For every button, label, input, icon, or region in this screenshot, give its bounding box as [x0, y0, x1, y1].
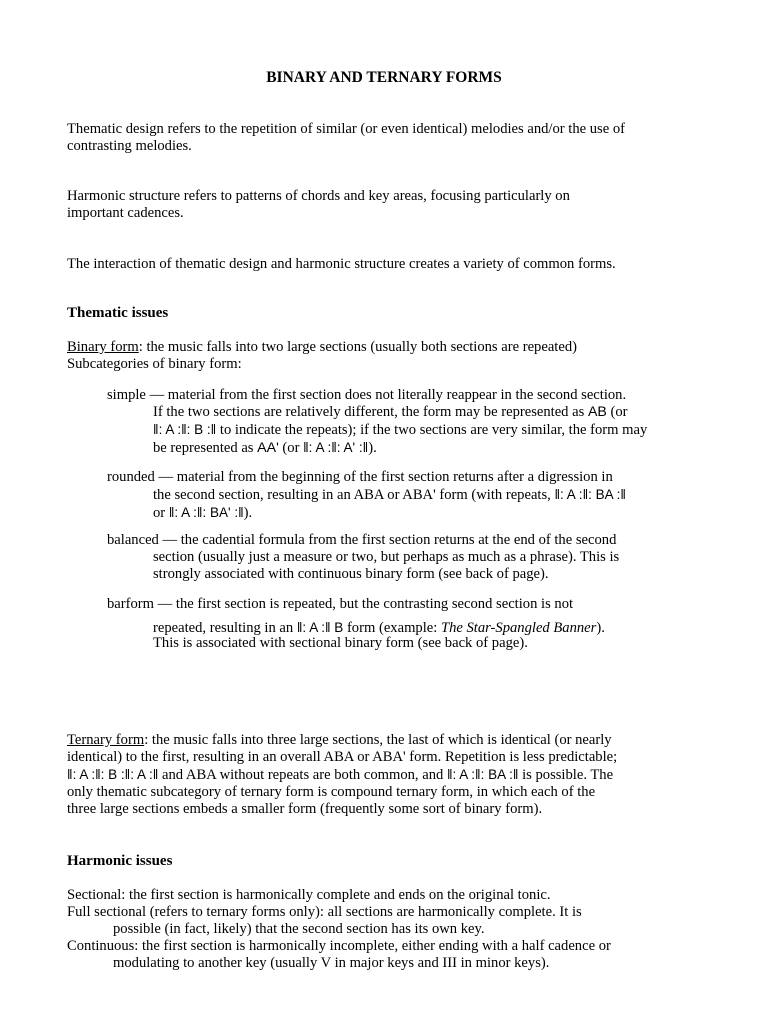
binary-form-definition: [67, 339, 707, 373]
page-title: BINARY AND TERNARY FORMS: [266, 69, 502, 86]
harmonic-structure-paragraph: [67, 188, 707, 222]
continuous-line: Continuous: the first section is harmonically incomplete, either ending with a half cadence or: [67, 938, 611, 954]
item-text: ).: [243, 505, 253, 521]
binary-form-term: Binary form: [67, 339, 139, 355]
item-line: strongly associated with continuous binary form (see back of page).: [153, 566, 549, 582]
subcategories-line: Subcategories of binary form:: [67, 356, 242, 372]
binary-form-text: : the music falls into two large sections (usually both sections are repeated): [138, 339, 577, 355]
ternary-text: is possible. The: [518, 767, 614, 783]
paragraph-line: The interaction of thematic design and harmonic structure creates a variety of common forms.: [67, 256, 616, 272]
item-line: [107, 421, 707, 439]
repeat-notation: ‖: A :‖: A' :‖: [303, 440, 369, 455]
thematic-issues-heading: Thematic issues: [67, 305, 169, 321]
item-line: [107, 486, 707, 504]
rounded-binary-item: [107, 469, 707, 522]
paragraph-line: Harmonic structure refers to patterns of chords and key areas, focusing particularly on: [67, 188, 570, 204]
ternary-line: identical) to the first, resulting in an overall ABA or ABA' form. Repetition is less predictable;: [67, 749, 618, 765]
full-sectional-line: possible (in fact, likely) that the second section has its own key.: [113, 921, 485, 937]
repeat-notation: ‖: A :‖: BA :‖: [446, 767, 519, 782]
item-line: balanced — the cadential formula from the first section returns at the end of the second: [107, 532, 617, 548]
item-text: the second section, resulting in an ABA or ABA' form (with repeats,: [153, 487, 555, 503]
ternary-form-term: Ternary form: [67, 732, 145, 748]
ternary-line: [67, 766, 707, 784]
item-text: form (example:: [343, 620, 441, 636]
harmonic-issues-list: [67, 887, 707, 972]
paragraph-line: important cadences.: [67, 205, 184, 221]
ternary-text: : the music falls into three large sections, the last of which is identical (or nearly: [144, 732, 612, 748]
item-text: be represented as: [153, 440, 258, 456]
ternary-line: three large sections embeds a smaller form (frequently some sort of binary form).: [67, 801, 543, 817]
repeat-notation: ‖: A :‖: B :‖: [153, 422, 217, 437]
form-label: AB: [587, 404, 607, 420]
item-text: or: [153, 505, 169, 521]
item-line: barform — the first section is repeated, but the contrasting second section is not: [107, 596, 574, 612]
item-text: (or: [606, 404, 628, 420]
item-text: If the two sections are relatively different, the form may be represented as: [153, 404, 588, 420]
ternary-line: [67, 732, 707, 749]
repeat-notation: ‖: A :‖: BA' :‖: [168, 505, 244, 520]
paragraph-line: Thematic design refers to the repetition of similar (or even identical) melodies and/or the use of: [67, 121, 626, 137]
barform-item: [107, 596, 707, 652]
balanced-binary-item: [107, 532, 707, 583]
interaction-paragraph: [67, 256, 707, 273]
item-line: [107, 404, 707, 421]
ternary-line: only thematic subcategory of ternary form is compound ternary form, in which each of the: [67, 784, 596, 800]
continuous-line: modulating to another key (usually V in major keys and III in minor keys).: [113, 955, 550, 971]
item-line: This is associated with sectional binary form (see back of page).: [153, 635, 528, 651]
ternary-form-definition: [67, 732, 707, 818]
item-text: repeated, resulting in an: [153, 620, 297, 636]
full-sectional-line: Full sectional (refers to ternary forms only): all sections are harmonically complete. It is: [67, 904, 582, 920]
binary-form-line: [67, 339, 707, 356]
item-line: simple — material from the first section does not literally reappear in the second section.: [107, 387, 627, 403]
item-line: section (usually just a measure or two, but perhaps as much as a phrase). This is: [153, 549, 620, 565]
thematic-design-paragraph: [67, 121, 707, 155]
form-label: AA': [257, 440, 279, 456]
harmonic-issues-heading: Harmonic issues: [67, 853, 173, 869]
item-text: ).: [368, 440, 377, 456]
example-title: The Star-Spangled Banner: [440, 620, 597, 636]
item-line: [107, 504, 707, 522]
ternary-text: and ABA without repeats are both common, and: [158, 767, 447, 783]
repeat-notation: ‖: A :‖: B :‖: A :‖: [67, 767, 159, 782]
item-line: rounded — material from the beginning of the first section returns after a digression in: [107, 469, 613, 485]
sectional-line: Sectional: the first section is harmonically complete and ends on the original tonic.: [67, 887, 551, 903]
item-text: (or: [278, 440, 304, 456]
item-line: [107, 439, 707, 457]
repeat-notation: ‖: A :‖ B: [296, 620, 344, 635]
item-text: to indicate the repeats); if the two sections are very similar, the form may: [216, 422, 648, 438]
repeat-notation: ‖: A :‖: BA :‖: [554, 487, 626, 502]
paragraph-line: contrasting melodies.: [67, 138, 192, 154]
simple-binary-item: [107, 387, 707, 457]
item-text: ).: [596, 620, 605, 636]
